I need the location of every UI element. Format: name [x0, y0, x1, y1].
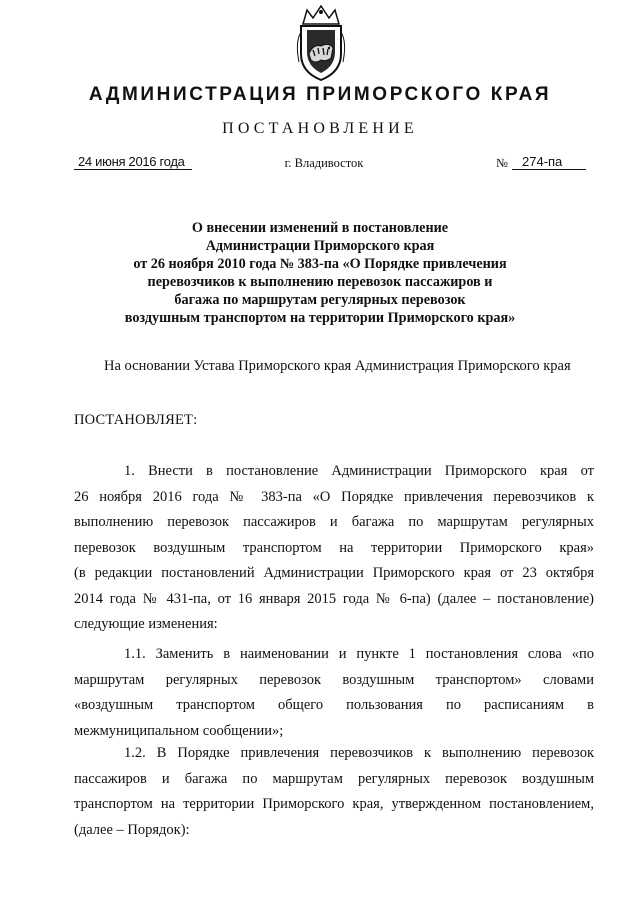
- paragraph-line: межмуниципальном сообщении»;: [74, 722, 284, 739]
- subject-line: Администрации Приморского края: [205, 238, 435, 254]
- paragraph-line: 1.2. В Порядке привлечения перевозчиков к выполнению перевозок: [124, 745, 594, 761]
- paragraph-1-1: [74, 642, 594, 744]
- legal-basis: На основании Устава Приморского края Администрация Приморского края: [104, 358, 571, 374]
- paragraph-line: 26 ноября 2016 года № 383-па «О Порядке привлечения перевозчиков к: [74, 488, 594, 505]
- subject-line: от 26 ноября 2010 года № 383-па «О Порядке привлечения: [133, 256, 507, 272]
- paragraph-line: маршрутам регулярных перевозок воздушным транспортом» словами: [74, 671, 594, 688]
- paragraph-1-2: [74, 741, 594, 843]
- subject-line: перевозчиков к выполнению перевозок пассажиров и: [147, 274, 493, 290]
- issuing-authority: АДМИНИСТРАЦИЯ ПРИМОРСКОГО КРАЯ: [88, 84, 552, 105]
- paragraph-line: следующие изменения:: [74, 616, 218, 632]
- document-date: 24 июня 2016 года: [74, 154, 192, 170]
- paragraph-line: перевозок воздушным транспортом на территории Приморского края»: [74, 539, 594, 556]
- document-type: ПОСТАНОВЛЕНИЕ: [222, 120, 418, 137]
- paragraph-line: «воздушным транспортом общего пользования по расписаниям в: [74, 697, 594, 713]
- paragraph-line: 1. Внести в постановление Администрации Приморского края от: [124, 463, 594, 479]
- number-sign: №: [496, 156, 508, 170]
- paragraph-line: 2014 года № 431-па, от 16 января 2015 года № 6-па) (далее – постановление): [74, 590, 594, 607]
- coat-of-arms-icon: [293, 2, 349, 82]
- subject-line: воздушным транспортом на территории Приморского края»: [124, 310, 516, 326]
- document-subject: [100, 219, 540, 327]
- decree-word: ПОСТАНОВЛЯЕТ:: [74, 412, 198, 428]
- document-number: 274-па: [512, 154, 586, 170]
- subject-line: О внесении изменений в постановление: [191, 220, 449, 236]
- paragraph-line: 1.1. Заменить в наименовании и пункте 1 постановления слова «по: [124, 646, 594, 662]
- paragraph-1: [74, 459, 594, 638]
- paragraph-line: выполнению перевозок пассажиров и багажа по маршрутам регулярных: [74, 514, 594, 530]
- paragraph-line: транспортом на территории Приморского края, утвержденном постановлением,: [74, 796, 594, 812]
- paragraph-line: (далее – Порядок):: [74, 821, 190, 838]
- paragraph-line: (в редакции постановлений Администрации Приморского края от 23 октября: [74, 565, 594, 581]
- subject-line: багажа по маршрутам регулярных перевозок: [174, 292, 466, 308]
- document-city: г. Владивосток: [284, 156, 364, 170]
- paragraph-line: пассажиров и багажа по маршрутам регулярных перевозок воздушным: [74, 770, 594, 787]
